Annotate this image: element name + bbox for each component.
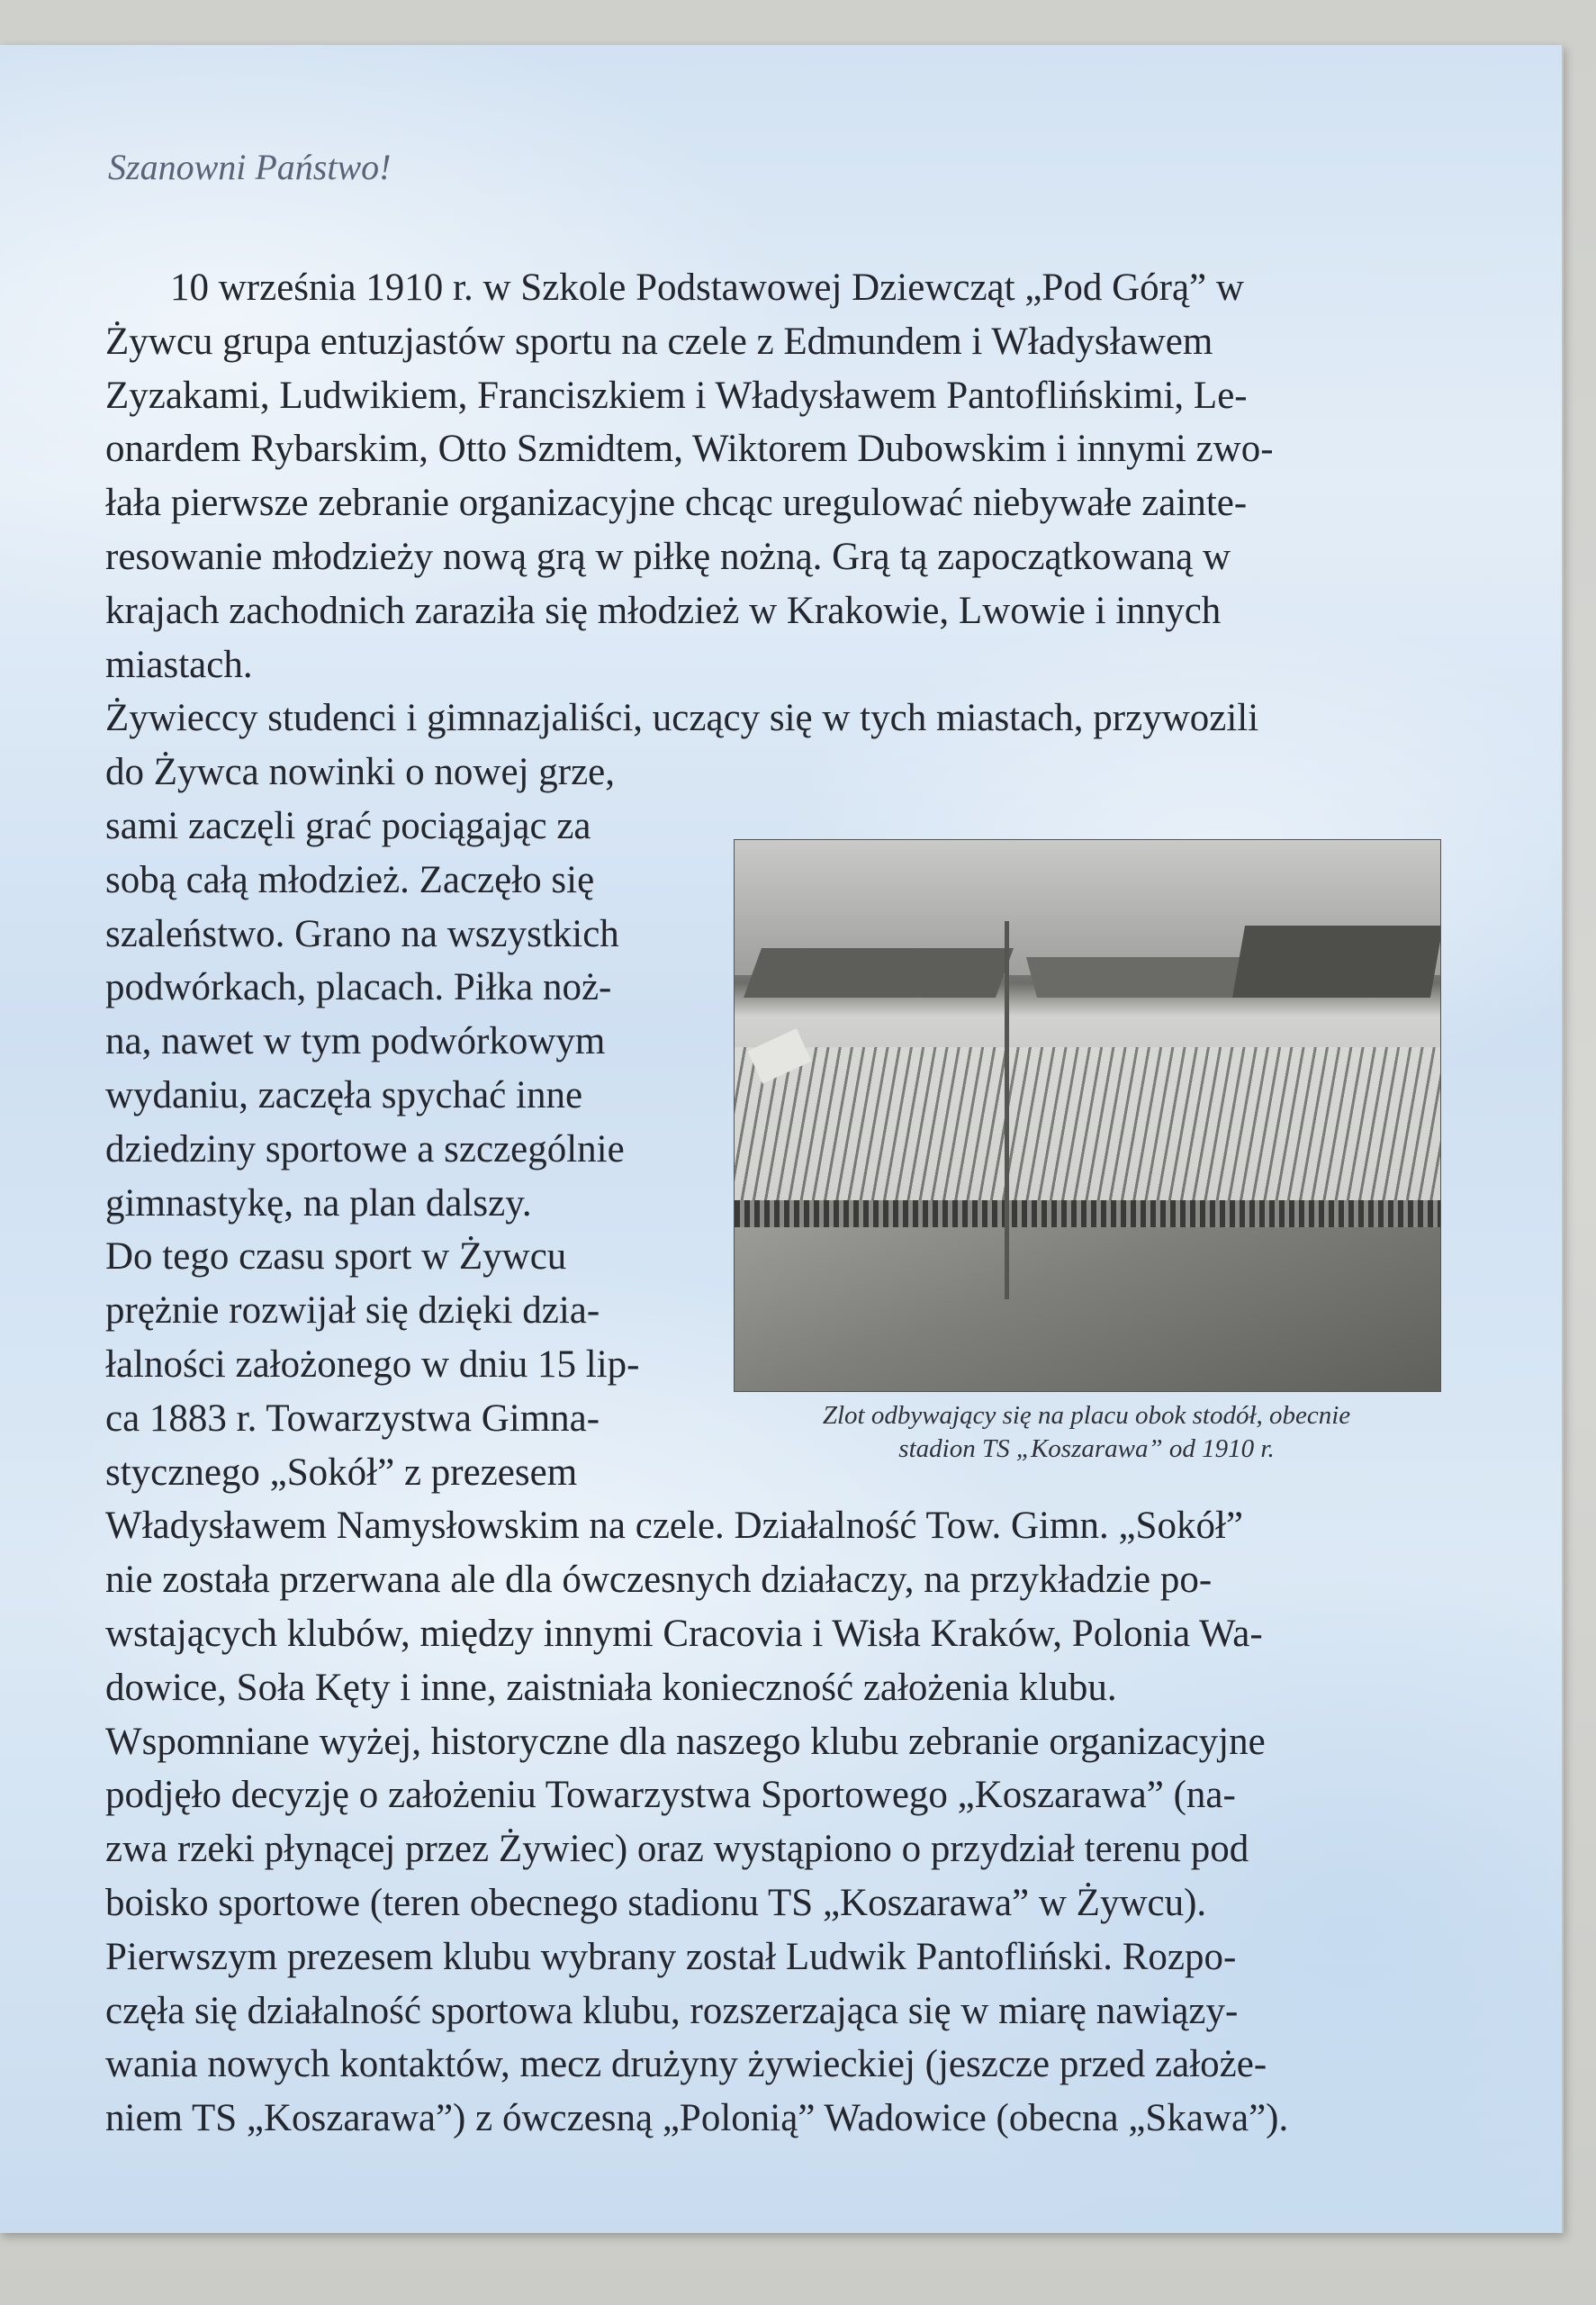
text-line: Pierwszym prezesem klubu wybrany został Ludwik Pantofliński. Rozpo- bbox=[105, 1935, 1237, 1978]
text-line: stycznego „Sokół” z prezesem bbox=[105, 1451, 578, 1494]
text-line: 10 września 1910 r. w Szkole Podstawowej Dziewcząt „Pod Górą” w bbox=[170, 267, 1244, 309]
text-line: prężnie rozwijał się dzięki dzia- bbox=[105, 1289, 600, 1333]
document-page bbox=[0, 45, 1564, 2233]
text-line: zwa rzeki płynącej przez Żywiec) oraz wystąpiono o przydział terenu pod bbox=[105, 1828, 1249, 1871]
text-line: Wspomniane wyżej, historyczne dla naszego klubu zebranie organizacyjne bbox=[105, 1720, 1266, 1763]
text-line: miastach. bbox=[105, 643, 253, 686]
historical-photo bbox=[734, 839, 1441, 1392]
text-line: boisko sportowe (teren obecnego stadionu TS „Koszarawa” w Żywcu). bbox=[105, 1882, 1207, 1924]
text-line: onardem Rybarskim, Otto Szmidtem, Wiktorem Dubowskim i innymi zwo- bbox=[105, 428, 1274, 471]
caption-line-1: Zlot odbywający się na placu obok stodół, obecnie bbox=[822, 1401, 1351, 1430]
text-line: wania nowych kontaktów, mecz drużyny żywieckiej (jeszcze przed założe- bbox=[105, 2043, 1267, 2086]
salutation: Szanowni Państwo! bbox=[108, 147, 392, 187]
text-line: na, nawet w tym podwórkowym bbox=[105, 1020, 606, 1063]
text-line: wstających klubów, między innymi Cracovia i Wisła Kraków, Polonia Wa- bbox=[105, 1613, 1263, 1655]
text-line: dowice, Soła Kęty i inne, zaistniała konieczność założenia klubu. bbox=[105, 1666, 1117, 1709]
caption-line-2: stadion TS „Koszarawa” od 1910 r. bbox=[898, 1434, 1275, 1463]
text-line: ca 1883 r. Towarzystwa Gimna- bbox=[105, 1397, 600, 1440]
text-line: gimnastykę, na plan dalszy. bbox=[105, 1181, 532, 1225]
text-line: niem TS „Koszarawa”) z ówczesną „Polonią” Wadowice (obecna „Skawa”). bbox=[105, 2097, 1289, 2140]
text-line: Żywcu grupa entuzjastów sportu na czele z Edmundem i Władysławem bbox=[105, 320, 1213, 363]
text-line: szaleństwo. Grano na wszystkich bbox=[105, 912, 619, 955]
text-line: krajach zachodnich zaraziła się młodzież w Krakowie, Lwowie i innych bbox=[105, 589, 1222, 632]
text-line: wydaniu, zaczęła spychać inne bbox=[105, 1074, 583, 1116]
text-line: Władysławem Namysłowskim na czele. Działalność Tow. Gimn. „Sokół” bbox=[105, 1505, 1243, 1548]
text-line: do Żywca nowinki o nowej grze, bbox=[105, 751, 616, 794]
text-line: podwórkach, placach. Piłka noż- bbox=[105, 966, 612, 1009]
text-line: częła się działalność sportowa klubu, rozszerzająca się w miarę nawiązy- bbox=[105, 1989, 1239, 2032]
text-line: Zyzakami, Ludwikiem, Franciszkiem i Władysławem Pantoflińskimi, Le- bbox=[105, 374, 1248, 417]
text-line: resowanie młodzieży nową grą w piłkę nożną. Grą tą zapoczątkowaną w bbox=[105, 536, 1231, 578]
photo-caption bbox=[734, 1399, 1439, 1466]
text-line: sobą całą młodzież. Zaczęło się bbox=[105, 858, 595, 901]
text-line: nie została przerwana ale dla ówczesnych działaczy, na przykładzie po- bbox=[105, 1559, 1213, 1602]
text-line: dziedziny sportowe a szczególnie bbox=[105, 1127, 625, 1171]
text-line: Żywieccy studenci i gimnazjaliści, uczący się w tych miastach, przywozili bbox=[105, 697, 1259, 740]
text-line: sami zaczęli grać pociągając za bbox=[105, 805, 591, 847]
text-line: łała pierwsze zebranie organizacyjne chcąc uregulować niebywałe zainte- bbox=[105, 482, 1248, 525]
text-line: Do tego czasu sport w Żywcu bbox=[105, 1235, 567, 1279]
text-line: łalności założonego w dniu 15 lip- bbox=[105, 1343, 640, 1386]
text-line: podjęło decyzję o założeniu Towarzystwa Sportowego „Koszarawa” (na- bbox=[105, 1774, 1236, 1817]
